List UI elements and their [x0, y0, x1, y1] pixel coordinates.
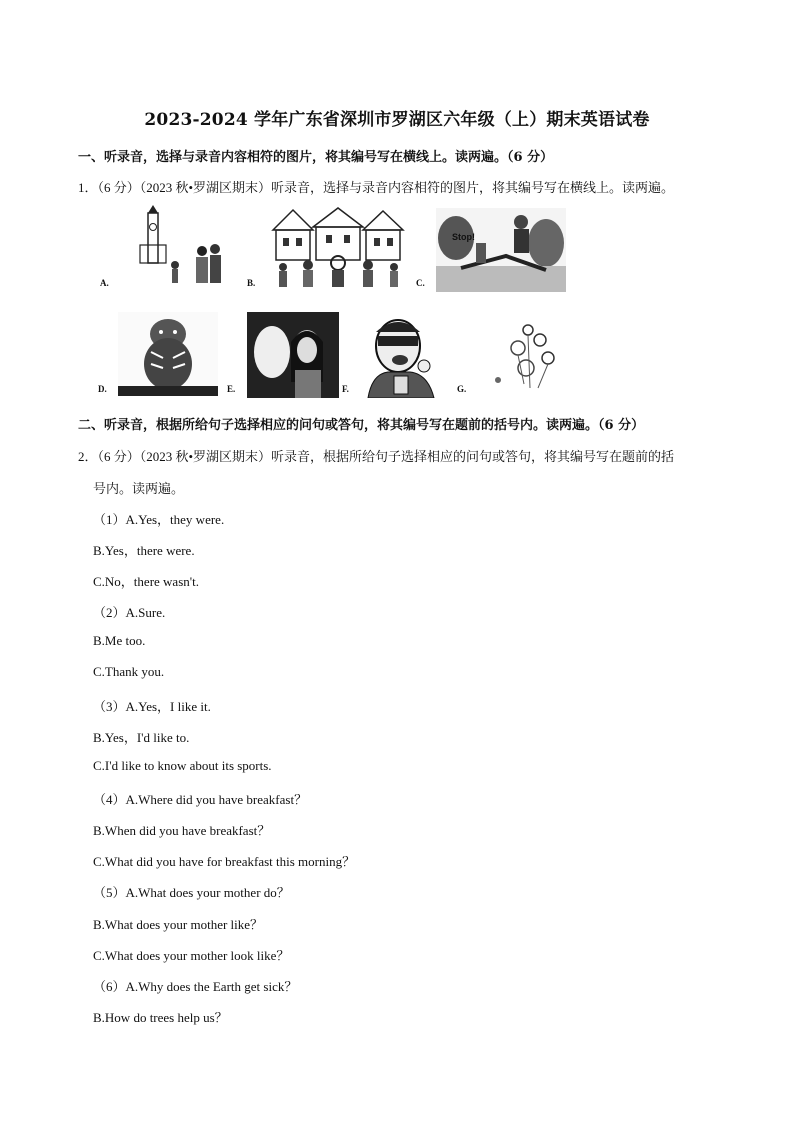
question-2-text-line1: 2．（6 分）（2023 秋•罗湖区期末）听录音，根据所给句子选择相应的问句或答句，将其编号写在题前的括: [78, 449, 675, 464]
option-5b: B.What does your mother like？: [93, 917, 264, 932]
option-1c: C.No，there wasn't.: [93, 574, 199, 589]
label-c: C.: [416, 278, 425, 288]
label-d: D.: [98, 384, 107, 394]
exam-title: 2023-2024 学年广东省深圳市罗湖区六年级（上）期末英语试卷: [144, 110, 650, 130]
option-3c: C.I'd like to know about its sports.: [93, 758, 272, 773]
label-b: B.: [247, 278, 256, 288]
section-1-heading: 一、听录音，选择与录音内容相符的图片，将其编号写在横线上。读两遍。（6 分）: [78, 150, 554, 165]
option-6a: （6）A.Why does the Earth get sick？: [93, 979, 298, 994]
option-2b: B.Me too.: [93, 633, 146, 648]
option-2a: （2）A.Sure.: [93, 605, 166, 620]
option-4b: B.When did you have breakfast？: [93, 823, 271, 838]
label-f: F.: [342, 384, 349, 394]
picture-c: [436, 208, 566, 292]
option-5c: C.What does your mother look like？: [93, 948, 290, 963]
picture-f: [358, 314, 442, 398]
option-3b: B.Yes，I'd like to.: [93, 730, 190, 745]
picture-a: [120, 205, 240, 290]
option-5a: （5）A.What does your mother do？: [93, 885, 290, 900]
option-4a: （4）A.Where did you have breakfast？: [93, 792, 308, 807]
option-3a: （3）A.Yes，I like it.: [93, 699, 211, 714]
stop-sign-text: Stop!: [452, 232, 475, 242]
picture-g: [478, 318, 568, 396]
question-2-text-line2: 号内。读两遍。: [93, 481, 185, 496]
picture-b: [268, 205, 408, 290]
label-g: G.: [457, 384, 467, 394]
option-4c: C.What did you have for breakfast this morning？: [93, 854, 356, 869]
picture-e: [247, 312, 339, 398]
label-e: E.: [227, 384, 236, 394]
question-1-text: 1．（6 分）（2023 秋•罗湖区期末）听录音，选择与录音内容相符的图片，将其编号写在横线上。读两遍。: [78, 180, 675, 195]
option-1b: B.Yes，there were.: [93, 543, 195, 558]
option-1a: （1）A.Yes，they were.: [93, 512, 225, 527]
option-2c: C.Thank you.: [93, 664, 165, 679]
picture-d: [118, 312, 218, 396]
label-a: A.: [100, 278, 109, 288]
option-6b: B.How do trees help us？: [93, 1010, 228, 1025]
section-2-heading: 二、听录音，根据所给句子选择相应的问句或答句，将其编号写在题前的括号内。读两遍。（6 分）: [78, 418, 645, 433]
